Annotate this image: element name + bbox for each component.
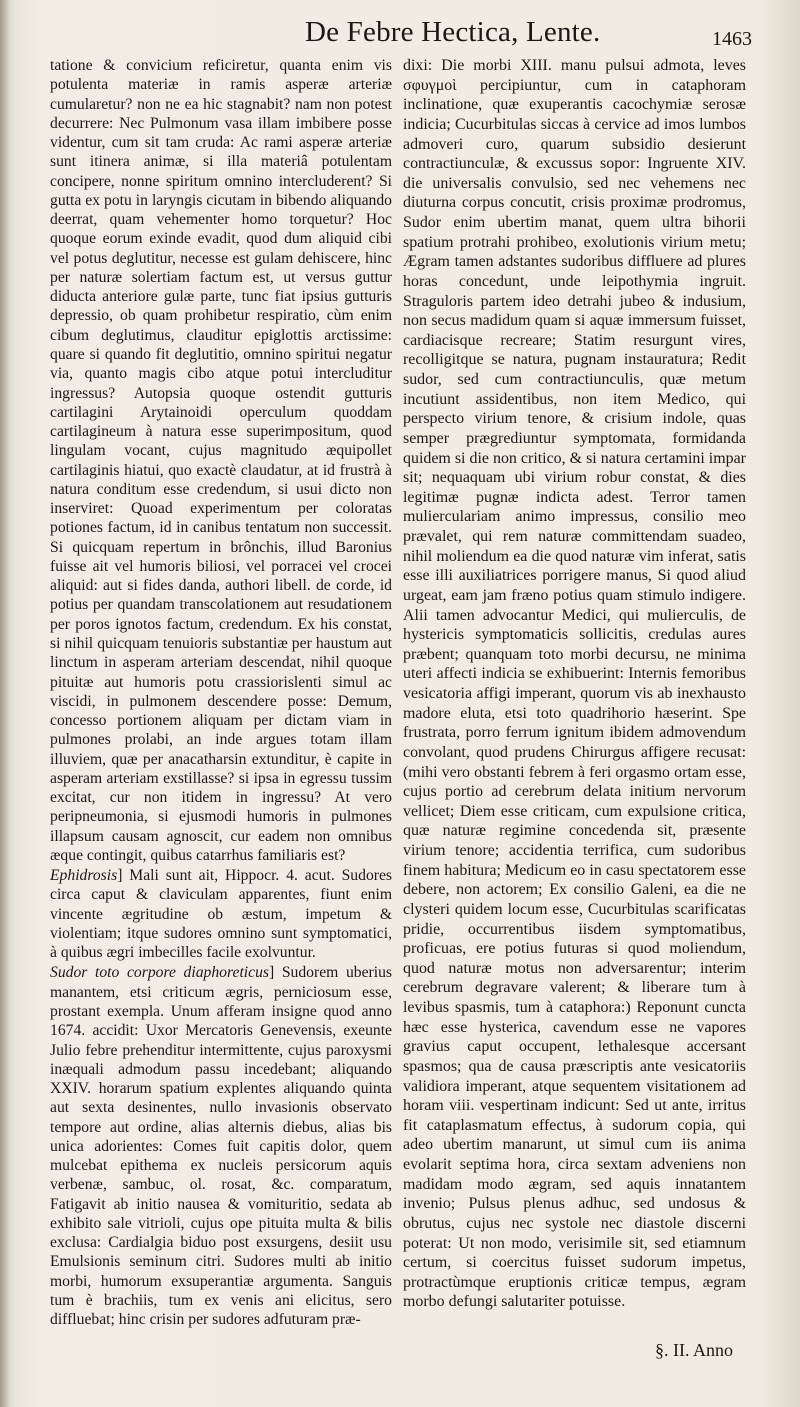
lemma-ephidrosis: Ephidrosis (50, 867, 118, 885)
left-paragraph-3-text: ] Sudorem uberius manantem, etsi criticum ægris, perniciosum esse, prostant exempla. Unum afferam insigne quod anno 1674. accidit: Uxor Mercatoris Genevensis, exeunte Julio febre prehenditur intermittente, cujus paroxysmi inæquali admodum passu incedebant; aliquando XXIV. horarum spatium explentes aliquando quinta aut sexta desinentes, nullo invasionis observato tempore aut ordine, alias alternis diebus, alias bis unica adorientes: Comes fuit capitis dolor, quem mulcebat epithema ex nucleis persicorum aquis verbenæ, sambuc, ol. rosat, &c. comparatum, Fatigavit ab initio nausea & vomituritio, sedata ab exhibito sale vitrioli, cujus ope pituita multa & bilis exclusa: Cardialgia biduo post exsurgens, desiit usu Emulsionis seminum citri. Sudores multi ab initio morbi, humorum exsuperantiæ argumenta. Sanguis tum è brachiis, tum ex venis ani elicitus, sero diffluebat; hinc crisin per sudores adfuturam præ- (50, 964, 392, 1329)
left-paragraph-3 (50, 963, 392, 1329)
running-title: De Febre Hectica, Lente. (305, 16, 601, 48)
gutter-shadow (0, 0, 10, 1407)
left-paragraph-2 (50, 866, 392, 962)
left-paragraph-2-text: ] Mali sunt ait, Hippocr. 4. acut. Sudores circa caput & claviculam apparentes, fiunt enim vincente ægritudine ob æstum, impetum & violentiam; itque sudores omnino sunt symptomatici, à quibus ægri imbecilles facile exolvuntur. (50, 867, 392, 962)
right-column (403, 56, 746, 1312)
page-number: 1463 (712, 28, 752, 50)
right-paragraph-1: dixi: Die morbi XIII. manu pulsui admota, leves σφυγμοὶ percipiuntur, cum in cataphoram inclinatione, quæ exuperantis cacochymiæ serosæ indicia; Cucurbitulas siccas à cervice ad imos lumbos admoveri curo, quarum subsidio desierunt contractiunculæ, & excussus sopor: Ingruente XIV. die universalis convulsio, sed nec vehemens nec diuturna corpus concutit, crisis proximæ prodromus, Sudor enim ubertim manat, quem ultra bihorii spatium protrahi prohibeo, exolutionis virium metu; Ægram tamen adstantes sudoribus diffluere ad plures horas concedunt, unde leipothymia ingruit. Straguloris partem ideo detrahi jubeo & indusium, non secus madidum quam si aquæ immersum fuisset, cardiacisque recreare; Statim resurgunt vires, recolligitque se natura, pugnam instauratura; Redit sudor, sed cum contractiunculis, quæ metum incutiunt assidentibus, non item Medico, qui perspecto virium tenore, & crisium indole, quas semper prægrediuntur symptomata, formidanda quidem si die non critico, & si natura certamini impar sit; nequaquam ubi virium robur constat, & dies legitimæ pugnæ indicta adest. Terror tamen mulierculariam animo impressus, consilio meo prævalet, qui rem naturæ committendam suadeo, nihil moliendum ea die quod naturæ vim inferat, satis esse illi auxiliatrices porrigere manus, Si quod aliud urgeat, eam jam fræno potius quam stimulo indigere. Alii tamen advocantur Medici, qui mulierculis, de hystericis symptomaticis sollicitis, credulas aures præbent; quanquam toto morbi decursu, ne minima uteri affecti indicia se exhibuerint: Internis femoribus vesicatoria affigi imperant, quorum vis ab inexhausto madore eluta, etsi toto quadrihorio hæserint. Spe frustrata, porro ferrum ignitum ibidem admovendum convolant, quod prudens Chirurgus affigere recusat: (mihi vero obstanti febrem à feri orgasmo ortam esse, cujus portio ad cerebrum delata initium nervorum vellicet; Diem esse criticam, cum expulsione critica, quæ naturæ regimine concedenda sit, præsente virium tenore; accidentia terrifica, cum sudoribus finem habitura; Medicum eo in casu spectatorem esse debere, non actorem; Ex consilio Galeni, ea die ne clysteri quidem locum esse, Cucurbitulas scarificatas pridie, occurrentibus iisdem symptomatibus, proficuas, ere potius futuras si quod moliendum, quod naturæ motus non adversarentur; interim cerebrum degravare valerent; & liberare tum à levibus spasmis, tum à cataphora:) Reponunt cuncta hæc esse hysterica, cavendum esse ne vapores gravius caput occupent, lethalesque accersant spasmos; qua de causa præscriptis ante vesicatoriis validiora imperant, atque sequentem visitationem ad horam viii. vespertinam indicunt: Sed ut ante, irritus fit cataplasmatum effectus, à sudorum copia, qui adeo ubertim manarunt, ut simul cum iis anima evolarit septima hora, circa sextam adveniens non madidam modo ægram, sed aquis innatantem invenio; Pulsus plenus adhuc, sed undosus & obrutus, cujus nec systole nec diastole discerni poterat: Ut non modo, verisimile sit, sed etiamnum certum, si coercitus fuisset sudorum impetus, protractùmque eruptionis criticæ tempus, ægram morbo defungi salutariter potuisse. (403, 57, 746, 1311)
left-paragraph-1: tatione & convicium reficiretur, quanta enim vis potulenta materiæ in ramis asperæ arteriæ cumularetur? non ne ea hic stagnabit? nam non potest decurrere: Nec Pulmonum vasa illam imbibere posse videntur, cum sit tam cruda: Ac rami asperæ arteriæ sunt itinera animæ, si illa materiâ potulentam concipere, nonne spiritum omnino intercluderent? Si gutta ex potu in laryngis cicutam in bibendo aliquando deerrat, quam vehementer homo torquetur? Hoc quoque eorum exinde evadit, quod dum aliquid cibi vel potus deglutitur, necesse est gulam dehiscere, hinc per naturæ solertiam factum est, ut versus guttur diducta anteriore gulæ parte, tunc fiat ipsius gutturis depressio, ob quam prohibetur respiratio, cùm enim cibum deglutimus, clauditur epiglottis arctissime: quare si quando fit deglutitio, omnino spiritui negatur via, quanto magis cibo atque potui intercluditur ingressus? Autopsia quoque ostendit gutturis cartilagini Arytainoidi operculum quoddam cartilagineum à natura esse superimpositum, quod lingulam vocant, cujus magnitudo æquipollet cartilaginis hiatui, quo exactè claudatur, at id frustrà à natura conditum esse credendum, si usui dicto non inserviret: Quoad experimentum per coloratas potiones factum, id in canibus tentatum non successit. Si quicquam repertum in brônchis, illud Baronius fuisse ait vel humoris biliosi, vel porracei vel crocei aliquid: aut si fides danda, authori libell. de corde, id potius per quandam transcolationem aut resudationem per poros ignotos factum, credendum. Ex his constat, si nihil quicquam tenuioris substantiæ per haustum aut linctum in asperam arteriam descendat, nihil quoque pituitæ aut humoris potu crassiorislenti simul ac viscidi, in pulmonem descendere posse: Demum, concesso portionem aliquam per dictam viam in pulmones prolabi, an inde argues totam illam illuviem, quæ per anacatharsin extunditur, è capite in asperam arteriam exstillasse? si ipsa in egressu tussim excitat, cur non itidem in ingressu? At vero peripneumonia, si ejusmodi humoris in pulmones illapsum causam agnoscit, cur eadem non omnibus æque contingit, quibus catarrhus familiaris est? (50, 57, 392, 864)
left-column (50, 56, 392, 1330)
lemma-sudor: Sudor toto corpore diaphoreticus (50, 964, 269, 982)
running-head (0, 14, 800, 52)
catchword: §. II. Anno (655, 1340, 733, 1360)
